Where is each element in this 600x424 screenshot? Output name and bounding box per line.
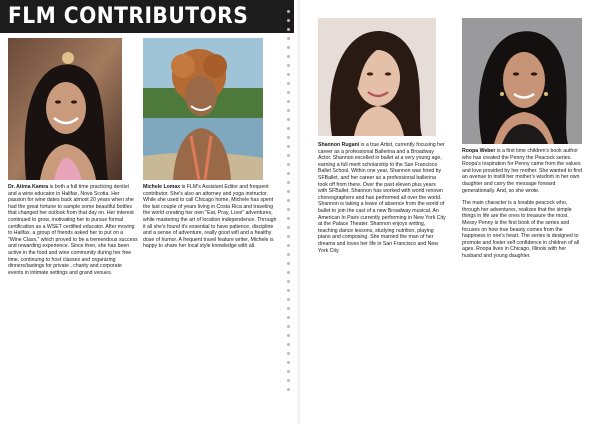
photo-shannon-rugani bbox=[318, 18, 436, 136]
bio-michele-lomax bbox=[143, 184, 278, 256]
right-page bbox=[300, 0, 600, 424]
contributor-name: Michele Lomax bbox=[143, 184, 181, 190]
bio-shannon-rugani bbox=[318, 142, 446, 260]
bio-atima-kamra bbox=[8, 184, 138, 282]
header-bar bbox=[0, 0, 294, 33]
photo-atima-kamra bbox=[8, 38, 122, 180]
contributor-name: Roopa Weber bbox=[462, 148, 496, 154]
contributor-bio-continued: The main character is a lovable peacock who, through her adventures, realizes that the simple things in life are the ones to treasure the most. Messy Penny is the first book of the series and focuses on how true beauty comes from the happiness in one's heart. The series is designed to promote and foster self confidence in children of all ages. Roopa lives in Chicago, Illinois with her husband and young daughter. bbox=[462, 200, 580, 259]
contributor-bio: is a first time children's book author who has created the Penny the Peacock series. Roopa's inspiration for Penny came from the values and love provided by her mother. She wanted to find an avenue to instill her mother's wisdom in her own daughter and carry the message forward generationally. And, so she wrote. bbox=[462, 148, 582, 194]
dot-divider-left bbox=[287, 10, 291, 391]
contributor-name: Shannon Rugani bbox=[318, 142, 360, 148]
photo-roopa-weber bbox=[462, 18, 582, 144]
bio-roopa-weber bbox=[462, 148, 584, 266]
contributor-bio: is both a full time practicing dentist and a wine educator in Halifax, Nova Scotia. Her passion for wine dates back almost 20 years when she had the great fortune to sample some beautiful bottles that changed her outlook from that day on. Her interest continued to grow, motivating her to pursue formal certification as a WSET certified educator. After moving to Halifax, a group of friends asked her to put on a "Wine Class," which proved to be a tremendous success and rewarding experience. Since then, she has been active in the food and wine community during her free time, continuing to host classes and organizing dinners/tastings for private , charity and corporate events in intimate settings and grand venues. bbox=[8, 184, 138, 276]
page-title: FLM CONTRIBUTORS bbox=[8, 4, 249, 29]
contributor-bio: is a true Artist, currently focusing her career as a professional Ballerina and a Broadway Actor. Shannon excelled in ballet at a very young age, earning a full merit scholarship to the San Francisco Ballet School. Within one year, Shannon was hired by SFBallet, and her career as a professional ballerina took off from there. Over the past eleven plus years with SFBallet, Shannon has worked with world renown choreographers and has performed all over the world. Shannon is taking a leave of absence from the world of ballet to join the cast of a new Broadway musical, An American In Paris currently performing in New York City at the Palace Theater. Shannon enjoys writing, teaching dance lessons, studying nutrition, playing piano and composing. She married the man of her dreams and loves her life in San Francisco and New York City. bbox=[318, 142, 446, 254]
photo-michele-lomax bbox=[143, 38, 263, 180]
contributor-bio: is FLM's Assistant Editor and frequent contributor. She's also an attorney and yoga instructor. While she used to call Chicago home, Michele has spent the last couple of years living in Costa Rica and traveling the world creating her own "Eat, Pray, Love" adventures, while mastering the art of location independence. Through it all she's found it's essential to have patience, discipline and a sense of adventure, really good wifi and a healthy dose of humor. A frequent travel feature writer, Michele is happy to share her local style knowledge with all. bbox=[143, 184, 277, 250]
contributor-name: Dr. Atima Kamra bbox=[8, 184, 49, 190]
